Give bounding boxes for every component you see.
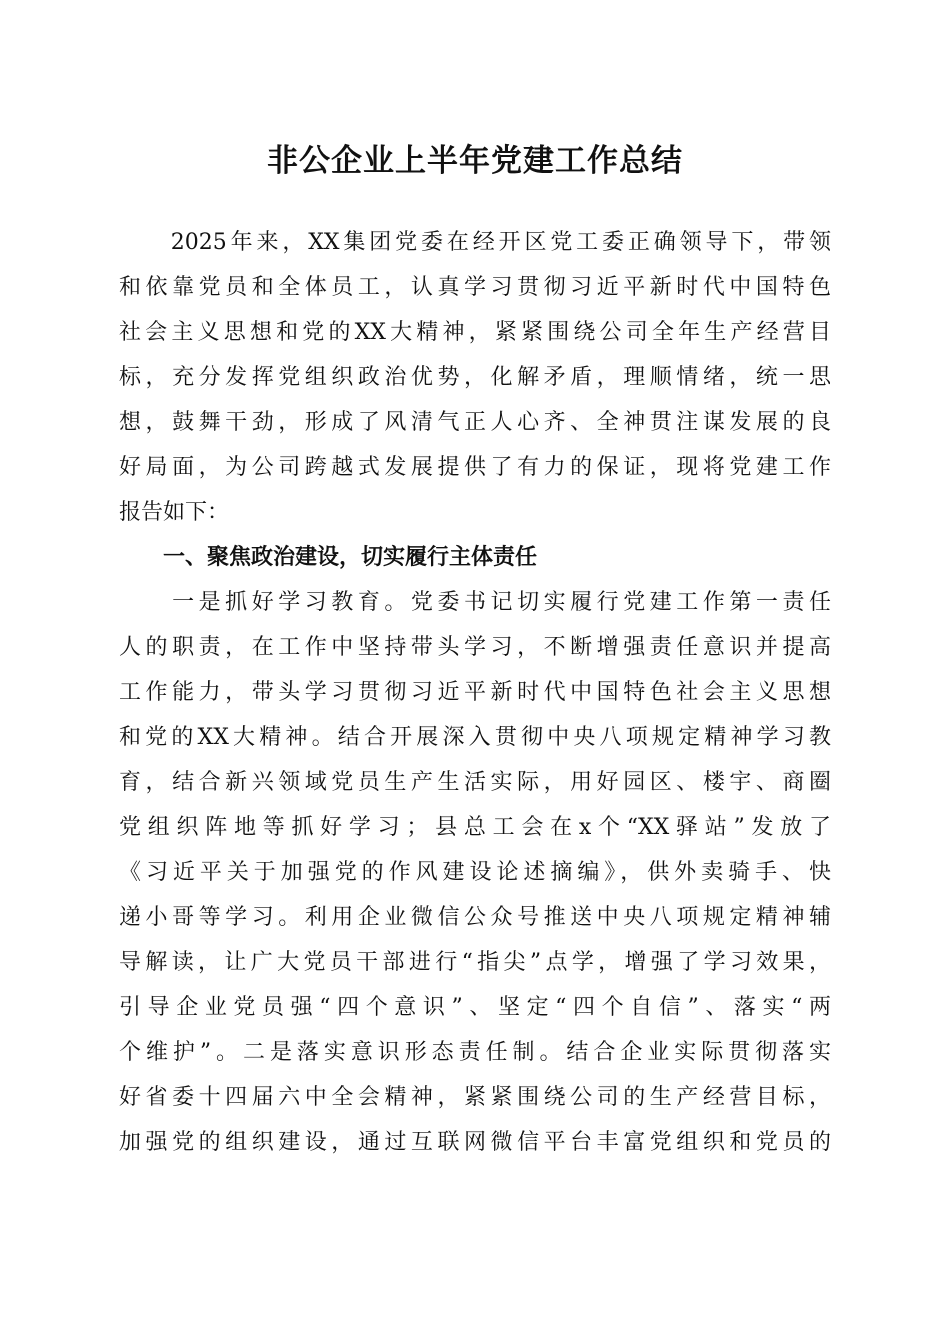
paragraph-line: 好省委十四届六中全会精神，紧紧围绕公司的生产经营目标， bbox=[119, 1085, 831, 1110]
paragraph-line: 引导企业党员强“四个意识”、坚定“四个自信”、落实“两 bbox=[119, 995, 831, 1020]
paragraph-line: 和党的XX大精神。结合开展深入贯彻中央八项规定精神学习教 bbox=[119, 725, 831, 750]
paragraph-line: 报告如下： bbox=[119, 500, 230, 525]
paragraph-line: 个维护”。二是落实意识形态责任制。结合企业实际贯彻落实 bbox=[119, 1040, 831, 1065]
paragraph-line: 社会主义思想和党的XX大精神，紧紧围绕公司全年生产经营目 bbox=[119, 320, 831, 345]
paragraph-line: 导解读，让广大党员干部进行“指尖”点学，增强了学习效果， bbox=[119, 950, 831, 975]
paragraph-line: 标，充分发挥党组织政治优势，化解矛盾，理顺情绪，统一思 bbox=[119, 365, 831, 390]
paragraph-line: 一是抓好学习教育。党委书记切实履行党建工作第一责任 bbox=[119, 590, 831, 615]
paragraph-line: 党组织阵地等抓好学习；县总工会在x个“XX驿站”发放了 bbox=[119, 815, 831, 840]
paragraph-line: 和依靠党员和全体员工，认真学习贯彻习近平新时代中国特色 bbox=[119, 275, 831, 300]
paragraph-line: 加强党的组织建设，通过互联网微信平台丰富党组织和党员的 bbox=[119, 1130, 831, 1155]
paragraph-line: 2025年来，XX集团党委在经开区党工委正确领导下，带领 bbox=[119, 230, 831, 255]
document-title: 非公企业上半年党建工作总结 bbox=[267, 143, 683, 179]
paragraph-line: 育，结合新兴领域党员生产生活实际，用好园区、楼宇、商圈 bbox=[119, 770, 831, 795]
paragraph-line: 人的职责，在工作中坚持带头学习，不断增强责任意识并提高 bbox=[119, 635, 831, 660]
section-heading: 一、聚焦政治建设，切实履行主体责任 bbox=[119, 545, 538, 570]
paragraph-line: 好局面，为公司跨越式发展提供了有力的保证，现将党建工作 bbox=[119, 455, 831, 480]
paragraph-line: 《习近平关于加强党的作风建设论述摘编》，供外卖骑手、快 bbox=[119, 860, 831, 885]
paragraph-line: 工作能力，带头学习贯彻习近平新时代中国特色社会主义思想 bbox=[119, 680, 831, 705]
paragraph-line: 递小哥等学习。利用企业微信公众号推送中央八项规定精神辅 bbox=[119, 905, 831, 930]
paragraph-line: 想，鼓舞干劲，形成了风清气正人心齐、全神贯注谋发展的良 bbox=[119, 410, 831, 435]
